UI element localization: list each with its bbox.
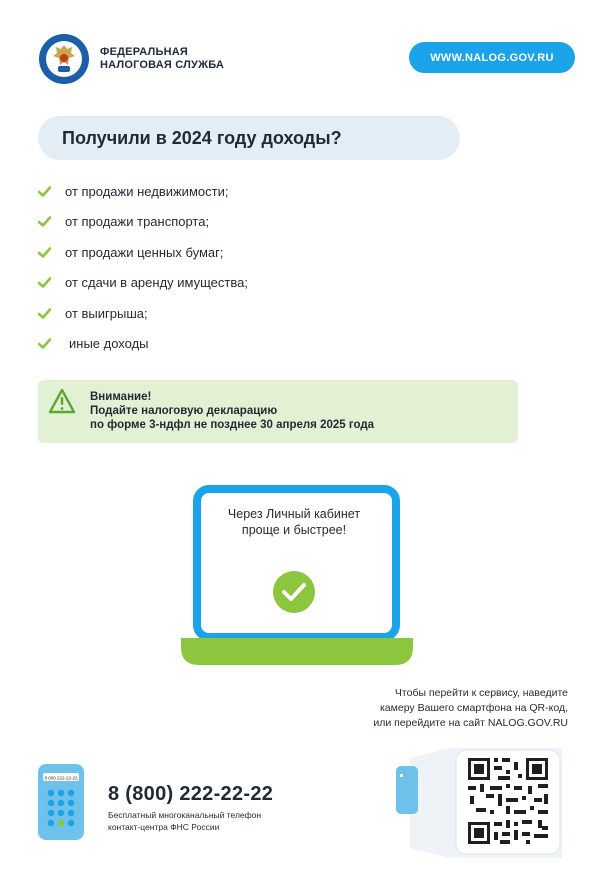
fns-emblem-icon	[38, 33, 90, 85]
warning-box	[38, 380, 518, 443]
qr-hint	[300, 686, 568, 731]
list-item-label: от сдачи в аренду имущества;	[65, 275, 248, 291]
qr-hint-line2: камеру Вашего смартфона на QR-код,	[379, 702, 568, 714]
qr-hint-line1: Чтобы перейти к сервису, наведите	[394, 687, 568, 699]
hotline-desc-line1: Бесплатный многоканальный телефон	[108, 810, 262, 820]
phone-icon	[37, 763, 85, 841]
income-list	[38, 176, 438, 359]
warning-title: Внимание!	[90, 391, 152, 403]
qr-hint-line3: или перейдите на сайт NALOG.GOV.RU	[373, 717, 568, 729]
org-name-line1: ФЕДЕРАЛЬНАЯ	[100, 46, 188, 58]
list-item	[38, 207, 438, 238]
laptop-text-line2: проще и быстрее!	[241, 523, 347, 537]
check-icon	[38, 216, 51, 227]
qr-code-scene	[390, 748, 562, 858]
list-item-label: от продажи недвижимости;	[65, 183, 229, 199]
org-name-line2: НАЛОГОВАЯ СЛУЖБА	[100, 59, 225, 71]
phone-camera-icon	[396, 766, 418, 814]
list-item-label: иные доходы	[69, 336, 149, 352]
header	[0, 0, 600, 100]
check-icon	[38, 308, 51, 319]
title-pill	[38, 116, 460, 160]
warning-line2: по форме 3-ндфл не позднее 30 апреля 2025 года	[90, 419, 375, 431]
check-icon	[38, 247, 51, 258]
warning-line1: Подайте налоговую декларацию	[90, 405, 278, 417]
warning-text	[90, 390, 374, 432]
check-icon	[38, 338, 51, 349]
hotline-number[interactable]: 8 (800) 222-22-22	[108, 783, 274, 805]
warning-triangle-icon	[48, 388, 76, 414]
list-item	[38, 329, 438, 360]
list-item-label: от выигрыша;	[65, 305, 148, 321]
check-circle-icon	[272, 570, 316, 614]
hotline-desc-line2: контакт-центра ФНС России	[108, 822, 220, 832]
laptop-text-line1: Через Личный кабинет	[227, 507, 361, 521]
phone-screen-number: 8 800 222-22-22	[44, 775, 78, 781]
list-item	[38, 176, 438, 207]
site-link-button[interactable]: WWW.NALOG.GOV.RU	[409, 42, 575, 73]
check-icon	[38, 277, 51, 288]
list-item	[38, 237, 438, 268]
list-item	[38, 268, 438, 299]
check-icon	[38, 186, 51, 197]
laptop-screen-text	[205, 506, 383, 538]
list-item-label: от продажи транспорта;	[65, 214, 210, 230]
page-title: Получили в 2024 году доходы?	[62, 127, 342, 148]
org-name	[100, 46, 224, 72]
hotline-description	[108, 809, 261, 833]
list-item-label: от продажи ценных бумаг;	[65, 244, 224, 260]
list-item	[38, 298, 438, 329]
